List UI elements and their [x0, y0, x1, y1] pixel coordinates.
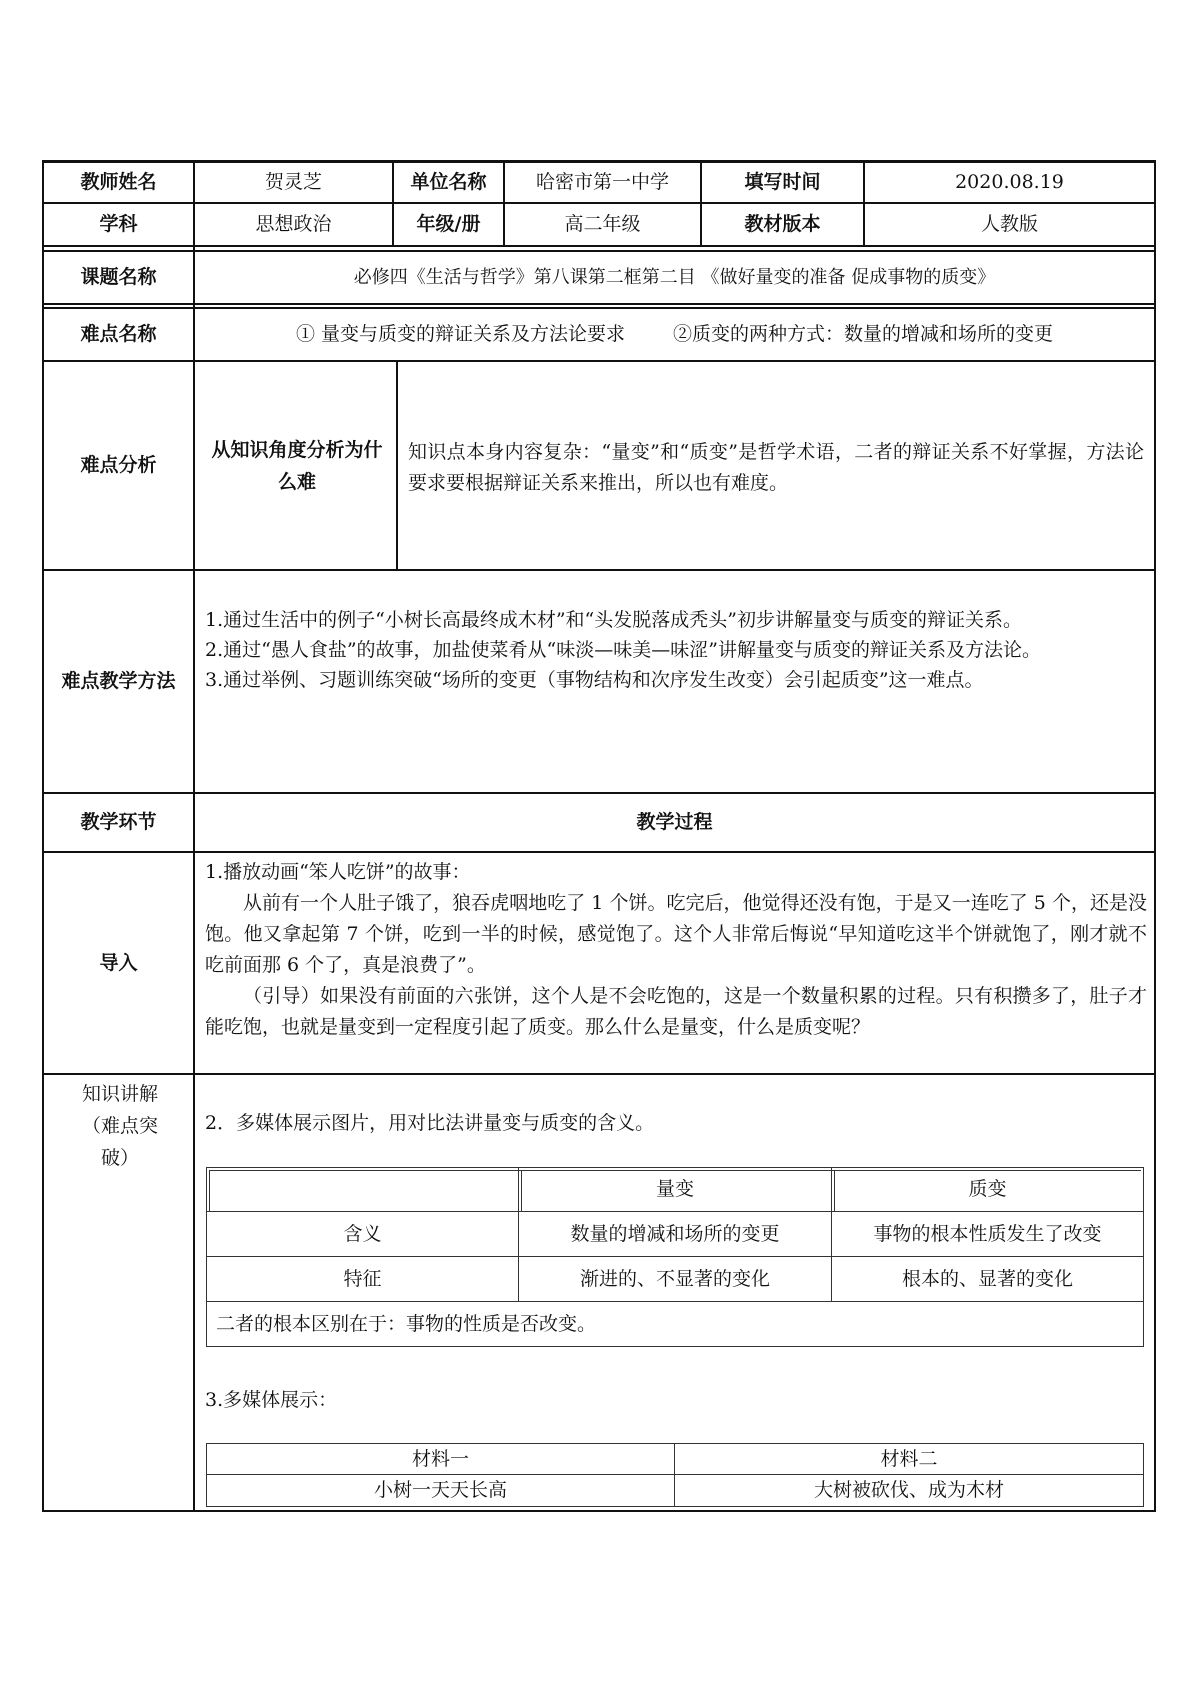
intro-guide: （引导）如果没有前面的六张饼，这个人是不会吃饱的，这是一个数量积累的过程。只有积攒多了，肚子才能吃饱，也就是量变到一定程度引起了质变。那么什么是量变，什么是质变呢？: [205, 985, 1147, 1038]
grade-label: 年级/册: [416, 213, 481, 236]
fill-date-label: 填写时间: [744, 171, 821, 194]
method-item: 1.通过生活中的例子“小树长高最终成木材”和“头发脱落成秃头”初步讲解量变与质变的辩证关系。: [205, 609, 1022, 631]
intro-content: [205, 857, 1147, 1043]
compare-row-2-quantitative: 渐进的、不显著的变化: [579, 1267, 770, 1290]
unit-name-value: 哈密市第一中学: [535, 171, 669, 194]
teacher-name-value: 贺灵芝: [264, 171, 322, 194]
subject-value: 思想政治: [255, 213, 332, 236]
fill-date-value: 2020.08.19: [955, 171, 1064, 194]
knowledge-step-3: 3.多媒体展示：: [205, 1389, 338, 1411]
material-header-2: 材料二: [880, 1447, 938, 1470]
difficulty-point-2: ②质变的两种方式：数量的增减和场所的变更: [673, 323, 1054, 346]
method-item: 2.通过“愚人食盐”的故事，加盐使菜肴从“味淡—味美—味涩”讲解量变与质变的辩证关系及方法论。: [205, 639, 1041, 661]
unit-name-label: 单位名称: [410, 171, 487, 194]
compare-row-1-quantitative: 数量的增减和场所的变更: [570, 1222, 780, 1245]
compare-row-2-qualitative: 根本的、显著的变化: [901, 1267, 1073, 1290]
row-line-5: [42, 569, 1156, 571]
intro-label: 导入: [99, 951, 138, 974]
edition-value: 人教版: [980, 213, 1038, 236]
topic-value: 必修四《生活与哲学》第八课第二框第二目 《做好量变的准备 促成事物的质变》: [353, 267, 996, 288]
compare-header-empty: [207, 1168, 518, 1211]
row-line-7: [42, 851, 1156, 853]
material-header-1: 材料一: [411, 1447, 469, 1470]
material-cell-2: 大树被砍伐、成为木材: [813, 1479, 1004, 1502]
topic-label: 课题名称: [80, 266, 157, 289]
teaching-stage-label: 教学环节: [80, 811, 157, 834]
difficulty-label: 难点名称: [80, 323, 157, 346]
compare-header-quantitative: 量变: [655, 1178, 694, 1201]
analysis-divider: [396, 360, 398, 570]
compare-row-1-qualitative: 事物的根本性质发生了改变: [873, 1222, 1102, 1245]
difficulty-point-1: ① 量变与质变的辩证关系及方法论要求: [295, 323, 626, 346]
compare-row-1-label: 含义: [343, 1222, 382, 1245]
teacher-name-label: 教师姓名: [80, 171, 157, 194]
table-bottom-border: [42, 1510, 1156, 1512]
method-item: 3.通过举例、习题训练突破“场所的变更（事物结构和次序发生改变）会引起质变”这一难点。: [205, 669, 984, 691]
method-list: [205, 605, 1147, 695]
analysis-label: 难点分析: [80, 454, 157, 477]
row-line-2: [42, 245, 1156, 247]
grade-value: 高二年级: [564, 213, 641, 236]
intro-line-1: 1.播放动画“笨人吃饼”的故事：: [205, 861, 471, 883]
row-line-8: [42, 1073, 1156, 1075]
analysis-text: 知识点本身内容复杂：“量变”和“质变”是哲学术语，二者的辩证关系不好掌握，方法论要求要根据辩证关系来推出，所以也有难度。: [408, 441, 1144, 494]
row-line-3: [42, 303, 1156, 305]
knowledge-step-2: 2．多媒体展示图片，用对比法讲量变与质变的含义。: [205, 1112, 655, 1134]
edition-label: 教材版本: [744, 213, 821, 236]
knowledge-label: 知识讲解（难点突破）: [81, 1083, 158, 1169]
compare-row-2-label: 特征: [343, 1267, 382, 1290]
material-cell-1: 小树一天天长高: [373, 1479, 507, 1502]
intro-story: 从前有一个人肚子饿了，狼吞虎咽地吃了 1 个饼。吃完后，他觉得还没有饱，于是又一连吃了 5 个，还是没饱。他又拿起第 7 个饼，吃到一半的时候，感觉饱了。这个人非常后悔说“早知道吃这半个饼就饱了，刚才就不吃前面那 6 个了，真是浪费了”。: [205, 892, 1147, 976]
subject-label: 学科: [99, 213, 138, 236]
compare-header-qualitative: 质变: [968, 1178, 1007, 1201]
difficulty-points: [195, 309, 1154, 360]
compare-note: 二者的根本区别在于：事物的性质是否改变。: [216, 1312, 597, 1335]
table-right-border: [1154, 160, 1156, 1512]
method-label: 难点教学方法: [61, 670, 176, 693]
analysis-sub-label: 从知识角度分析为什么难: [211, 438, 383, 493]
teaching-process-label: 教学过程: [636, 811, 713, 834]
